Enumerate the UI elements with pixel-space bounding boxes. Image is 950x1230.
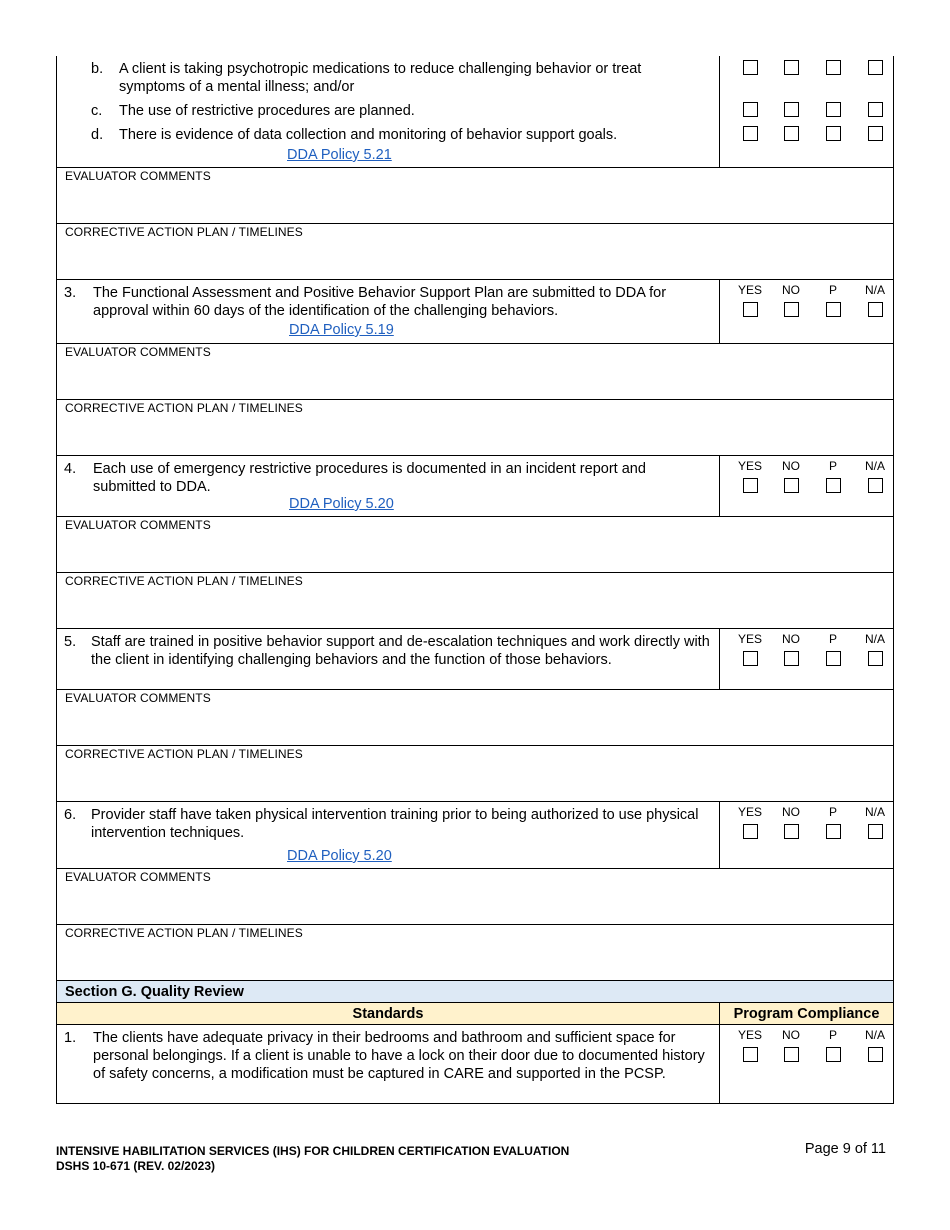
checkbox-p[interactable] [826,651,841,666]
sub-item-c: c. The use of restrictive procedures are planned. [91,103,415,119]
checkbox-no[interactable] [784,102,799,117]
corrective-action-field[interactable]: CORRECTIVE ACTION PLAN / TIMELINES [56,573,894,629]
footer-form-number: DSHS 10-671 (REV. 02/2023) [56,1159,215,1173]
policy-link[interactable]: DDA Policy 5.20 [287,848,392,864]
checkbox-yes[interactable] [743,302,758,317]
checkbox-yes[interactable] [743,1047,758,1062]
checkbox-column-header: YES [737,459,762,473]
checkbox-group [720,56,893,167]
corrective-action-field[interactable]: CORRECTIVE ACTION PLAN / TIMELINES [56,224,894,280]
checkbox-column-header: N/A [864,459,885,473]
checkbox-p[interactable] [826,102,841,117]
section-g-title: Section G. Quality Review [56,981,894,1003]
checkbox-na[interactable] [868,102,883,117]
checkbox-column-header: NO [782,805,800,819]
checkbox-yes[interactable] [743,824,758,839]
checkbox-column-header: NO [782,459,800,473]
checkbox-na[interactable] [868,302,883,317]
program-compliance-header: Program Compliance [733,1006,880,1022]
checkbox-column-header: P [828,459,837,473]
sub-item-b: b. A client is taking psychotropic medications to reduce challenging behavior or treat symptoms of a mental illness; and/or [91,61,642,95]
checkbox-na[interactable] [868,824,883,839]
footer-form-info [56,1144,569,1174]
checkbox-no[interactable] [784,126,799,141]
evaluator-comments-field[interactable]: EVALUATOR COMMENTS [56,344,894,400]
checkbox-column-header: P [828,805,837,819]
checkbox-column-header: P [828,1028,837,1042]
footer-title: INTENSIVE HABILITATION SERVICES (IHS) FOR CHILDREN CERTIFICATION EVALUATION [56,1144,570,1158]
corrective-action-field[interactable]: CORRECTIVE ACTION PLAN / TIMELINES [56,746,894,802]
section-g-standard-1: 1. The clients have adequate privacy in their bedrooms and bathroom and sufficient space for personal belongings. If a client is unable to have a lock on their door due to documented history of safety concerns, a modification must be captured in CARE and supported in the PCSP. YES NO P N/A [56,1025,894,1104]
evaluator-comments-field[interactable]: EVALUATOR COMMENTS [56,869,894,925]
checkbox-na[interactable] [868,126,883,141]
checkbox-no[interactable] [784,1047,799,1062]
standard-4: 4. Each use of emergency restrictive procedures is documented in an incident report and submitted to DDA. DDA Policy 5.20 YES NO P N/A [56,456,894,517]
checkbox-column-header: YES [737,632,762,646]
checkbox-column-header: N/A [864,805,885,819]
corrective-action-field[interactable]: CORRECTIVE ACTION PLAN / TIMELINES [56,400,894,456]
evaluator-comments-field[interactable]: EVALUATOR COMMENTS [56,168,894,224]
checkbox-column-header: P [828,283,837,297]
checkbox-na[interactable] [868,60,883,75]
policy-link[interactable]: DDA Policy 5.19 [289,322,394,338]
standard-3: 3. The Functional Assessment and Positive Behavior Support Plan are submitted to DDA for approval within 60 days of the identification of the challenging behaviors. DDA Policy 5.19 YES NO P N/A [56,280,894,344]
checkbox-column-header: YES [737,805,762,819]
checkbox-group [720,802,893,868]
checkbox-no[interactable] [784,478,799,493]
page-number: Page 9 of 11 [804,1141,886,1157]
checkbox-no[interactable] [784,60,799,75]
checkbox-column-header: P [828,632,837,646]
checkbox-yes[interactable] [743,60,758,75]
checkbox-group [720,1025,893,1103]
checkbox-column-header: YES [737,1028,762,1042]
checkbox-column-header: NO [782,283,800,297]
checkbox-yes[interactable] [743,478,758,493]
evaluation-table [56,56,894,1104]
checkbox-yes[interactable] [743,102,758,117]
standards-header: Standards [57,1003,720,1024]
checkbox-yes[interactable] [743,126,758,141]
checkbox-group [720,280,893,343]
checkbox-p[interactable] [826,60,841,75]
standards-header-row [56,1003,894,1025]
checkbox-column-header: N/A [864,283,885,297]
checkbox-na[interactable] [868,651,883,666]
checkbox-group [720,456,893,516]
evaluator-comments-field[interactable]: EVALUATOR COMMENTS [56,517,894,573]
checkbox-no[interactable] [784,302,799,317]
corrective-action-field[interactable]: CORRECTIVE ACTION PLAN / TIMELINES [56,925,894,981]
checkbox-p[interactable] [826,1047,841,1062]
policy-link[interactable]: DDA Policy 5.20 [289,496,394,512]
standard-5: 5. Staff are trained in positive behavior support and de-escalation techniques and work directly with the client in identifying challenging behaviors and the function of those behaviors. YES NO P N/A [56,629,894,690]
checkbox-column-header: YES [737,283,762,297]
policy-link[interactable]: DDA Policy 5.21 [287,147,392,163]
checkbox-column-header: NO [782,632,800,646]
checkbox-p[interactable] [826,478,841,493]
sub-item-d: d. There is evidence of data collection and monitoring of behavior support goals. [91,127,618,143]
checkbox-yes[interactable] [743,651,758,666]
checkbox-column-header: N/A [864,632,885,646]
checkbox-group [720,629,893,689]
checkbox-p[interactable] [826,126,841,141]
checkbox-na[interactable] [868,1047,883,1062]
checkbox-p[interactable] [826,302,841,317]
checkbox-no[interactable] [784,824,799,839]
checkbox-column-header: NO [782,1028,800,1042]
checkbox-column-header: N/A [864,1028,885,1042]
standard-2-continued [56,56,894,168]
checkbox-p[interactable] [826,824,841,839]
evaluator-comments-field[interactable]: EVALUATOR COMMENTS [56,690,894,746]
standard-6: 6. Provider staff have taken physical intervention training prior to being authorized to use physical intervention techniques. DDA Policy 5.20 YES NO P N/A [56,802,894,869]
checkbox-na[interactable] [868,478,883,493]
checkbox-no[interactable] [784,651,799,666]
